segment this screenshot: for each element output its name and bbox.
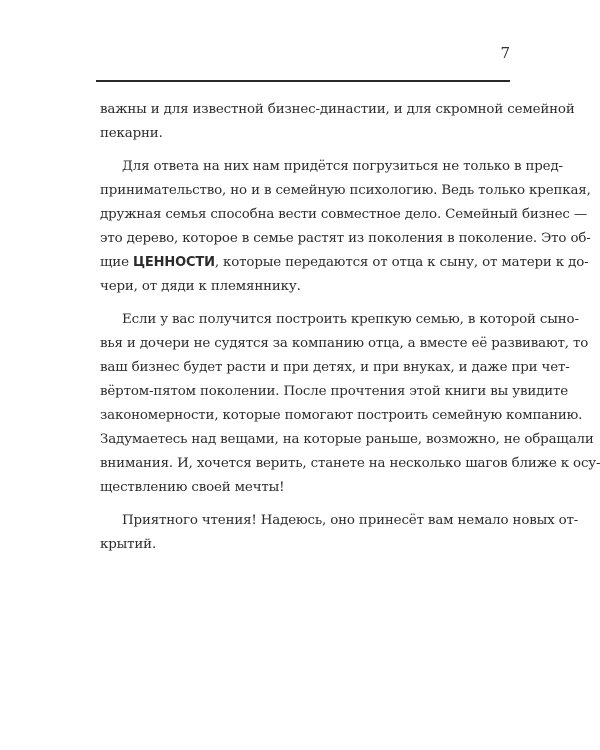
paragraph-3 (100, 308, 600, 500)
text-line: крытий. (100, 537, 157, 552)
text-line: Если у вас получится построить крепкую семью, в которой сыно- (122, 312, 579, 327)
body-text (100, 98, 600, 557)
text-fragment: , которые передаются от отца к сыну, от матери к до- (214, 255, 589, 270)
text-line: пекарни. (100, 126, 163, 141)
text-line: ваш бизнес будет расти и при детях, и при внуках, и даже при чет- (100, 360, 570, 375)
page-number: 7 (500, 44, 510, 62)
header-divider (96, 80, 510, 82)
text-line-emphasis (100, 251, 589, 275)
text-line: внимания. И, хочется верить, станете на несколько шагов ближе к осу- (100, 456, 600, 471)
text-line: Для ответа на них нам придётся погрузиться не только в пред- (122, 159, 563, 174)
text-line: закономерности, которые помогают построить семейную компанию. (100, 408, 583, 423)
paragraph-1 (100, 98, 575, 146)
text-line: вья и дочери не судятся за компанию отца, а вместе её развивают, то (100, 336, 589, 351)
text-line: принимательство, но и в семейную психологию. Ведь только крепкая, (100, 183, 591, 198)
text-line: дружная семья способна вести совместное дело. Семейный бизнес — (100, 207, 588, 222)
text-line: Задумаетесь над вещами, на которые раньше, возможно, не обращали (100, 432, 594, 447)
text-line: ществлению своей мечты! (100, 480, 285, 495)
paragraph-4 (100, 509, 579, 557)
text-line: важны и для известной бизнес-династии, и для скромной семейной (100, 102, 575, 117)
text-line: Приятного чтения! Надеюсь, оно принесёт вам немало новых от- (122, 513, 579, 528)
text-line: чери, от дяди к племяннику. (100, 279, 301, 294)
emphasis-values: ЦЕННОСТИ (132, 255, 215, 270)
text-fragment: щие (100, 255, 133, 270)
text-line: это дерево, которое в семье растят из поколения в поколение. Это об- (100, 231, 591, 246)
text-line: вёртом-пятом поколении. После прочтения этой книги вы увидите (100, 384, 569, 399)
paragraph-2 (100, 155, 591, 299)
